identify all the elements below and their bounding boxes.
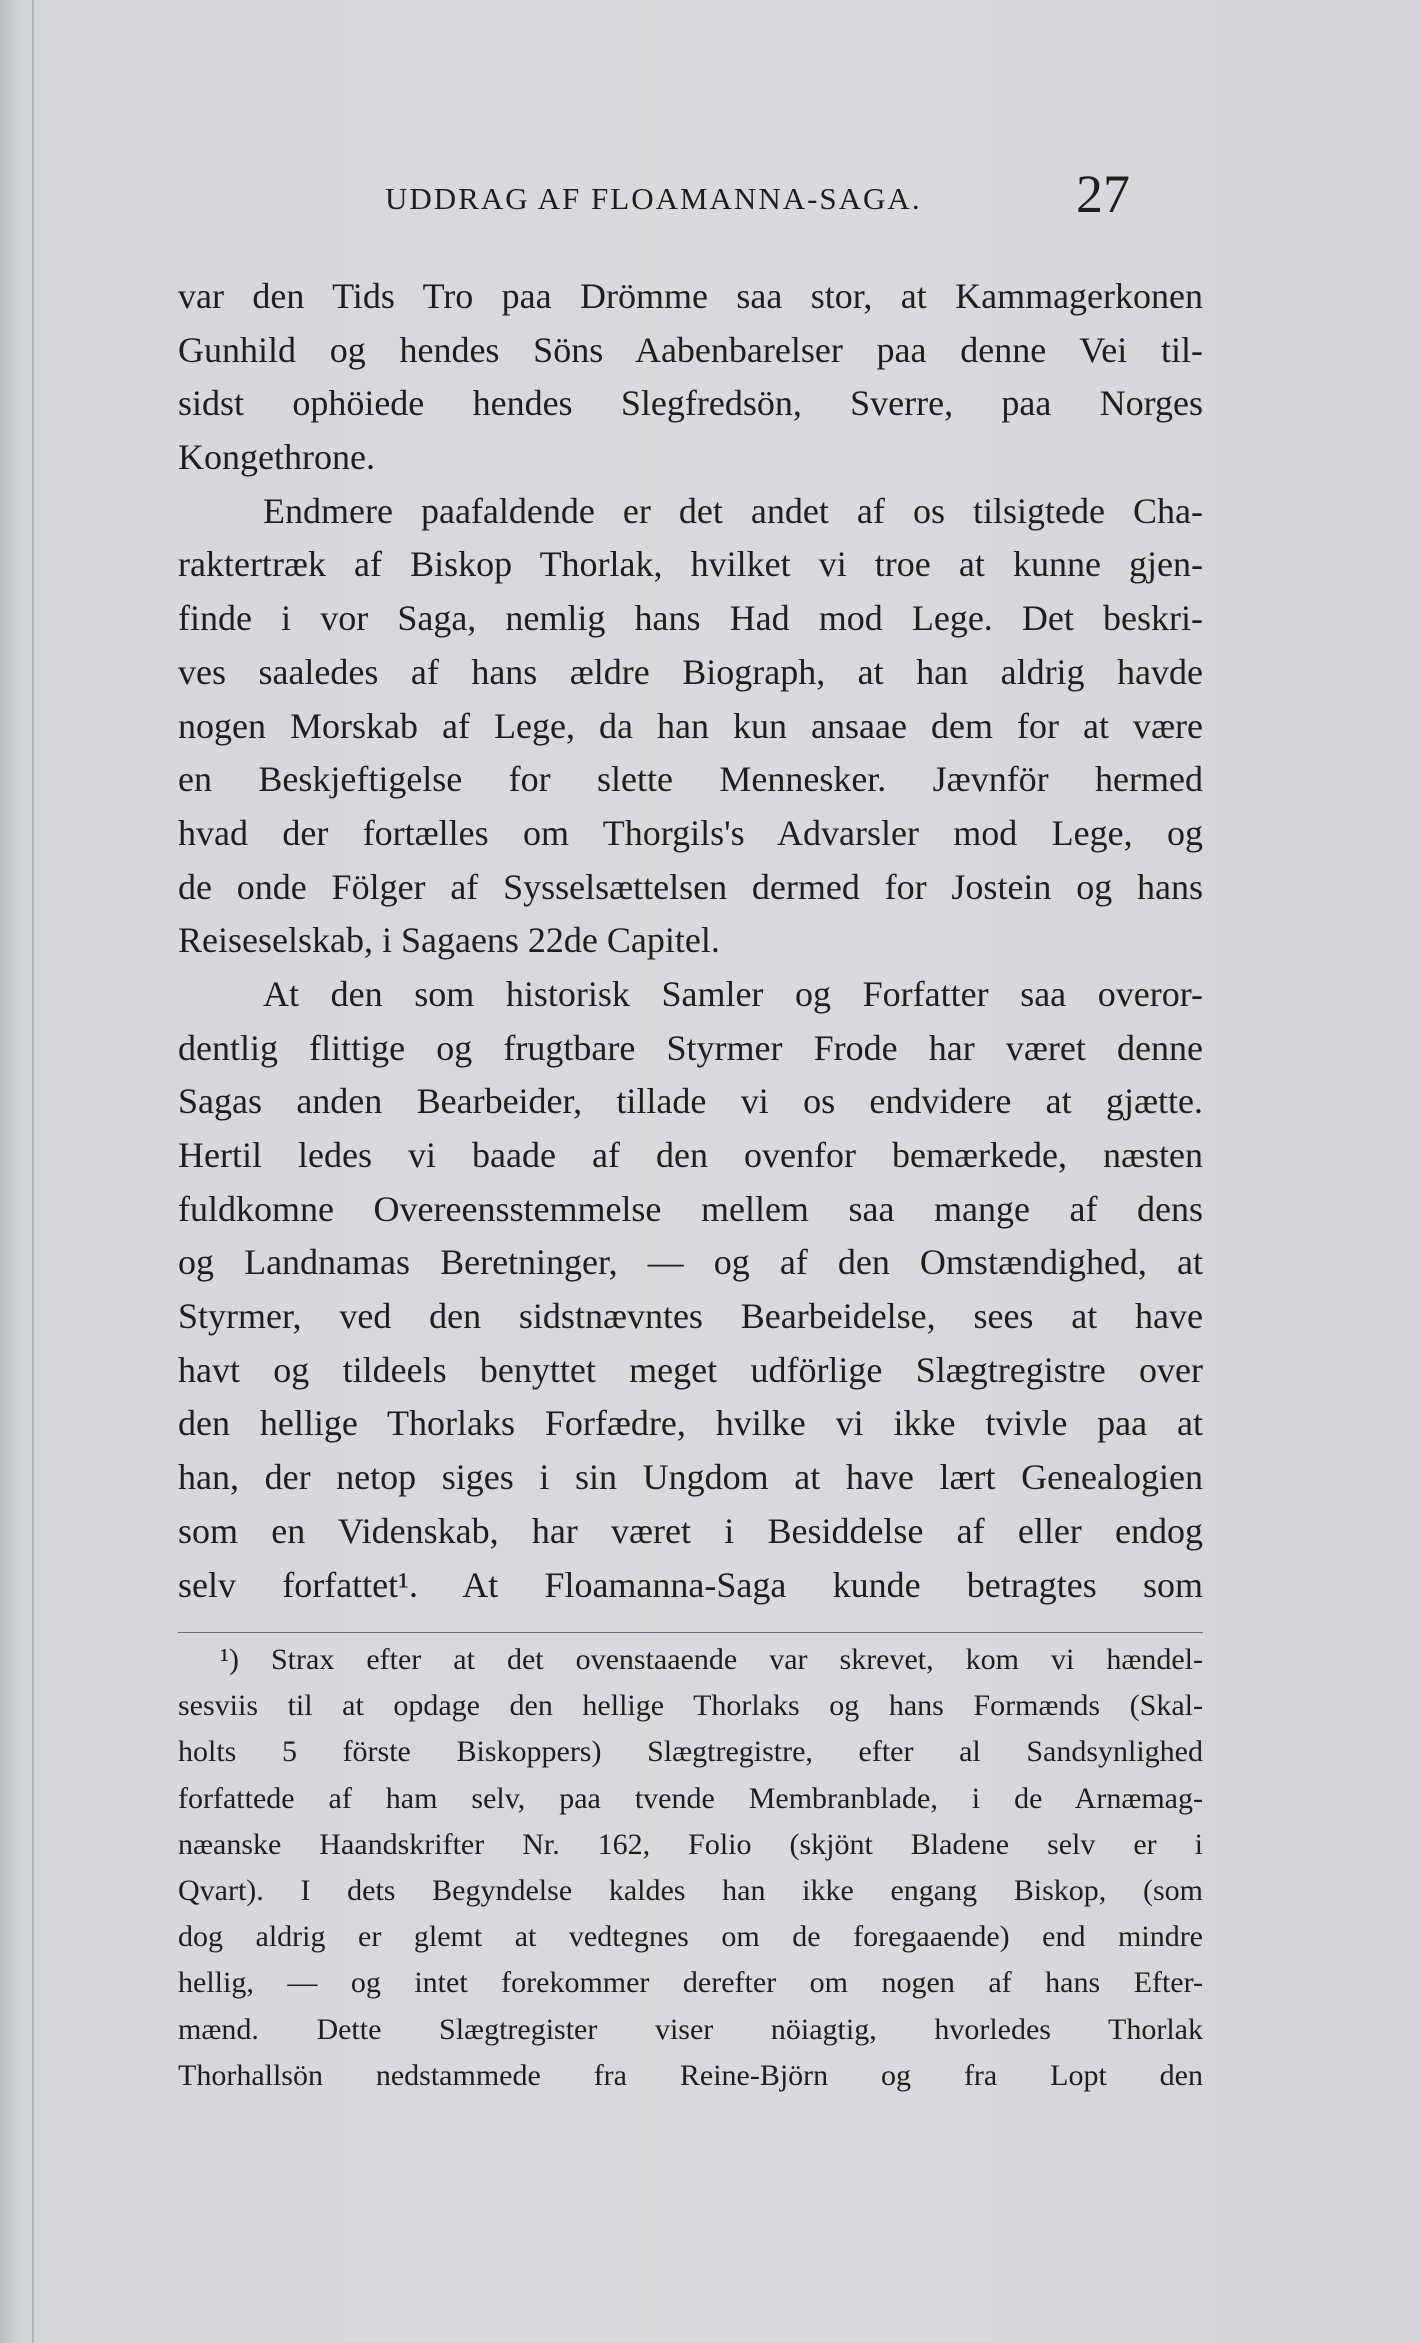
- text-line: hvad der fortælles om Thorgils's Advarsler mod Lege, og: [178, 812, 1203, 853]
- footnote-divider: [178, 1632, 1203, 1633]
- text-line: fuldkomne Overeensstemmelse mellem saa mange af dens: [178, 1188, 1203, 1229]
- text-line: Hertil ledes vi baade af den ovenfor bemærkede, næsten: [178, 1135, 1203, 1175]
- footnote-line: sesviis til at opdage den hellige Thorlaks og hans Formænds (Skal-: [178, 1689, 1203, 1723]
- text-line: sidst ophöiede hendes Slegfredsön, Sverre, paa Norges: [178, 383, 1203, 424]
- text-line: selv forfattet¹. At Floamanna-Saga kunde betragtes som: [178, 1564, 1203, 1605]
- text-line: dentlig flittige og frugtbare Styrmer Frode har været denne: [178, 1027, 1203, 1068]
- text-line: raktertræk af Biskop Thorlak, hvilket vi troe at kunne gjen-: [178, 544, 1203, 585]
- footnote-line: næanske Haandskrifter Nr. 162, Folio (skjönt Bladene selv er i: [178, 1827, 1203, 1861]
- text-line: finde i vor Saga, nemlig hans Had mod Lege. Det beskri-: [178, 598, 1203, 639]
- text-line: havt og tildeels benyttet meget udförlige Slægtregistre over: [178, 1349, 1203, 1390]
- page-gutter: [32, 0, 34, 2343]
- text-line: Gunhild og hendes Söns Aabenbarelser paa denne Vei til-: [178, 329, 1203, 370]
- text-line: en Beskjeftigelse for slette Mennesker. Jævnför hermed: [178, 759, 1203, 800]
- text-line: var den Tids Tro paa Drömme saa stor, at Kammagerkonen: [178, 276, 1203, 316]
- footnote-line: Qvart). I dets Begyndelse kaldes han ikke engang Biskop, (som: [178, 1873, 1203, 1907]
- text-line: de onde Fölger af Sysselsættelsen dermed for Jostein og hans: [178, 866, 1203, 907]
- footnote: [178, 1637, 1203, 2099]
- footnote-line: ¹) Strax efter at det ovenstaaende var skrevet, kom vi hændel-: [220, 1643, 1203, 1676]
- text-line: ves saaledes af hans ældre Biograph, at han aldrig havde: [178, 651, 1203, 692]
- text-line: nogen Morskab af Lege, da han kun ansaae dem for at være: [178, 705, 1203, 746]
- footnote-line: Thorhallsön nedstammede fra Reine-Björn og fra Lopt den: [178, 2058, 1203, 2092]
- text-line: Endmere paafaldende er det andet af os tilsigtede Cha-: [263, 490, 1203, 531]
- text-line: Styrmer, ved den sidstnævntes Bearbeidelse, sees at have: [178, 1296, 1203, 1337]
- footnote-line: forfattede af ham selv, paa tvende Membranblade, i de Arnæmag-: [178, 1781, 1203, 1815]
- footnote-line: hellig, — og intet forekommer derefter om nogen af hans Efter-: [178, 1966, 1203, 2000]
- text-line: og Landnamas Beretninger, — og af den Omstændighed, at: [178, 1242, 1203, 1283]
- text-line: Sagas anden Bearbeider, tillade vi os endvidere at gjætte.: [178, 1081, 1203, 1122]
- footnote-line: holts 5 förste Biskoppers) Slægtregistre, efter al Sandsynlighed: [178, 1735, 1203, 1769]
- running-title: UDDRAG AF FLOAMANNA-SAGA.: [385, 181, 922, 216]
- text-line: Reiseselskab, i Sagaens 22de Capitel.: [178, 920, 720, 961]
- footnote-line: mænd. Dette Slægtregister viser nöiagtig, hvorledes Thorlak: [178, 2012, 1203, 2046]
- main-text: [178, 270, 1203, 1612]
- text-line: At den som historisk Samler og Forfatter saa overor-: [263, 973, 1203, 1014]
- text-line: den hellige Thorlaks Forfædre, hvilke vi ikke tvivle paa at: [178, 1403, 1203, 1444]
- text-line: som en Videnskab, har været i Besiddelse af eller endog: [178, 1510, 1203, 1551]
- page-header: [385, 163, 1130, 233]
- text-line: han, der netop siges i sin Ungdom at have lært Genealogien: [178, 1457, 1203, 1498]
- text-line: Kongethrone.: [178, 437, 375, 478]
- footnote-line: dog aldrig er glemt at vedtegnes om de foregaaende) end mindre: [178, 1920, 1203, 1954]
- page-number: 27: [1076, 164, 1130, 224]
